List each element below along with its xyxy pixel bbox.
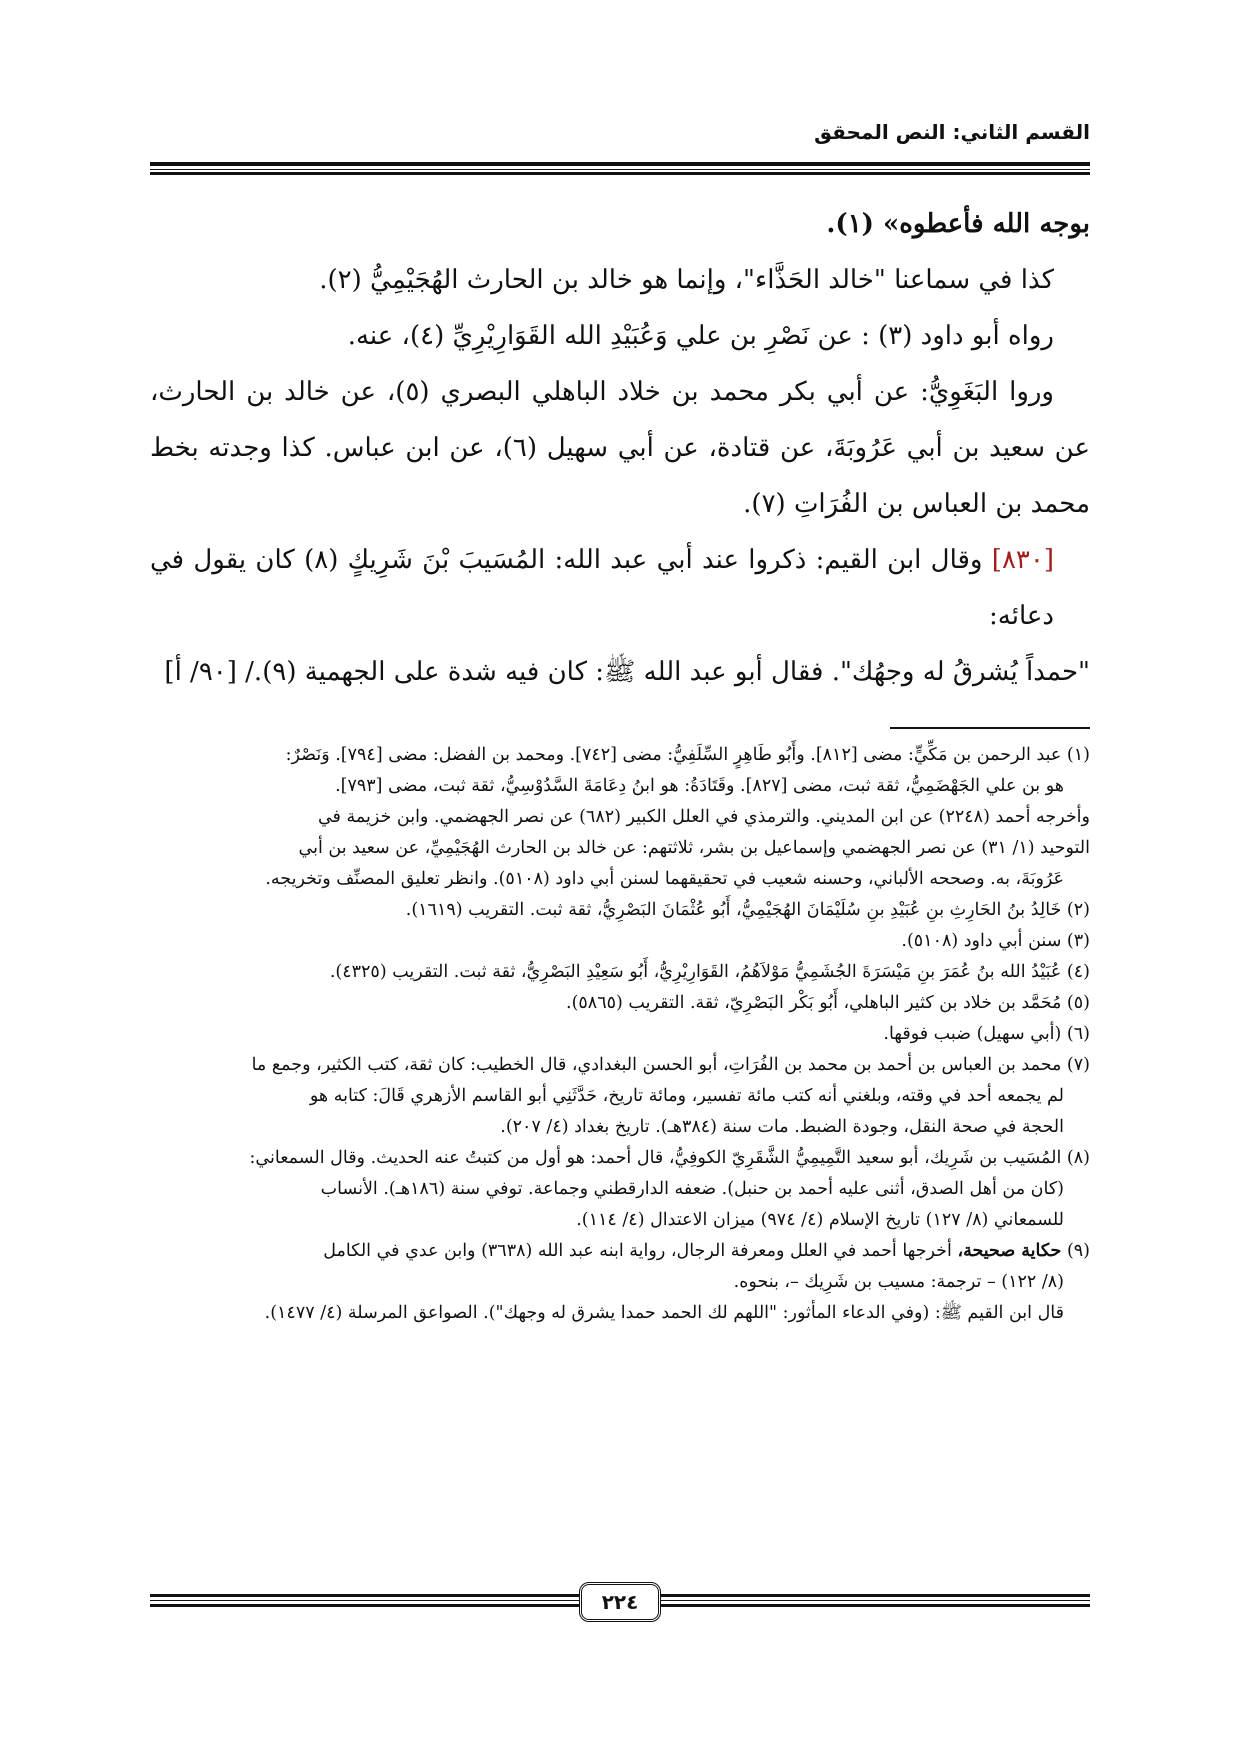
header-rule [150, 162, 1090, 176]
footnotes [150, 740, 1090, 1329]
footnote-5: (٥) مُحَمَّد بن خلاد بن كثير الباهلي، أَبُو بَكْر البَصْرِيّ، ثقة. التقريب (٥٨٦٥). [566, 993, 1090, 1013]
footnote-7-cont: لم يجمعه أحد في وقته، وبلغني أنه كتب مائة تفسير، ومائة تاريخ، حَدَّثَنِي أبو القاسم الأزهري قَالَ: كتابه هو [309, 1086, 1064, 1106]
footnote-4: (٤) عُبَيْدُ الله بنُ عُمَرَ بنِ مَيْسَرَةَ الجُشَمِيُّ مَوْلاَهُمُ، القَوَارِيْرِيُّ، أَبُو سَعِيْدِ البَصْرِيُّ، ثقة ثبت. التقريب (٤٣٢٥). [329, 962, 1090, 982]
section-title: القسم الثاني: النص المحقق [814, 120, 1090, 144]
footnote-1-cont: هو بن علي الجَهْضَمِيُّ، ثقة ثبت، مضى [٨٢٧]. وقَتَادَةُ: هو ابنُ دِعَامَةَ السَّدُوْسِيُّ، ثقة ثبت، مضى [٧٩٣]. [335, 776, 1064, 796]
footnote-9: (٩) حكاية صحيحة، أخرجها أحمد في العلل ومعرفة الرجال، رواية ابنه عبد الله (٣٦٣٨) وابن عدي في الكامل [323, 1241, 1090, 1261]
footnote-1-cont: التوحيد (١/ ٣١) عن نصر الجهضمي وإسماعيل بن بشر، ثلاثتهم: عن خالد بن الحارث الهُجَيْمِيِّ، عن سعيد بن أبي [298, 838, 1090, 858]
paragraph-1: بوجه الله فأعطوه» (١). [826, 209, 1090, 239]
paragraph-5-line-1 [150, 532, 1090, 644]
paragraph-4-line-3: محمد بن العباس بن الفُرَاتِ (٧). [743, 489, 1090, 519]
paragraph-3: رواه أبو داود (٣) : عن نَصْرِ بن علي وَعُبَيْدِ الله القَوَارِيْرِيِّ (٤)، عنه. [347, 321, 1054, 351]
footnote-8: (٨) المُسَيب بن شَرِيك، أبو سعيد التَّمِيمِيُّ الشَّقَرِيّ الكوفِيُّ، قال أحمد: هو أول من كتبتُ عنه الحديث. وقال السمعاني: [249, 1148, 1090, 1168]
footnote-9-bold: حكاية صحيحة، [957, 1241, 1062, 1261]
paragraph-2: كذا في سماعنا "خالد الحَذَّاء"، وإنما هو خالد بن الحارث الهُجَيْمِيُّ (٢). [319, 265, 1054, 295]
footnote-1: (١) عبد الرحمن بن مَكِّيٍّ: مضى [٨١٢]. وأَبُو طَاهِرٍ السِّلَفِيُّ: مضى [٧٤٢]. ومحمد بن الفضل: مضى [٧٩٤]. وَنَصْرٌ: [285, 745, 1090, 765]
footnote-9-cont: قال ابن القيم ﷺ: (وفي الدعاء المأثور: "اللهم لك الحمد حمدا يشرق له وجهك"). الصواعق المرسلة (٤/ ١٤٧٧). [264, 1303, 1064, 1323]
footnote-6: (٦) (أبي سهيل) ضبب فوقها. [883, 1024, 1090, 1044]
footnote-1-cont: عَرُوبَةَ، به. وصححه الألباني، وحسنه شعيب في تحقيقهما لسنن أبي داود (٥١٠٨). وانظر تعليق المصنِّف وتخريجه. [265, 869, 1064, 889]
footnote-8-cont: (كان من أهل الصدق، أثنى عليه أحمد بن حنبل). ضعفه الدارقطني وجماعة. توفي سنة (١٨٦هـ). الأنساب [320, 1179, 1064, 1199]
footnote-2: (٢) خَالِدُ بنُ الحَارِثِ بنِ عُبَيْدِ بنِ سُلَيْمَانَ الهُجَيْمِيُّ، أَبُو عُثْمَانَ البَصْرِيُّ، ثقة ثبت. التقريب (١٦١٩). [405, 900, 1090, 920]
paragraph-4-line-1: وروا البَغَوِيُّ: عن أبي بكر محمد بن خلاد الباهلي البصري (٥)، عن خالد بن الحارث، [150, 377, 1054, 407]
footnote-7-cont: الحجة في صحة النقل، وجودة الضبط. مات سنة (٣٨٤هـ). تاريخ بغداد (٤/ ٢٠٧). [500, 1117, 1064, 1137]
page-number: ٢٢٤ [579, 1582, 661, 1622]
paragraph-5-line-2: "حمداً يُشرقُ له وجهُك". فقال أبو عبد الله ﷺ: كان فيه شدة على الجهمية (٩)./ [٩٠/ أ] [164, 657, 1090, 687]
footnote-separator [890, 727, 1090, 729]
paragraph-5-text: وقال ابن القيم: ذكروا عند أبي عبد الله: المُسَيبَ بْنَ شَرِيكٍ (٨) كان يقول في دعائه: [150, 545, 1054, 631]
page-header [150, 120, 1090, 144]
main-text [150, 196, 1090, 700]
footnote-7: (٧) محمد بن العباس بن أحمد بن محمد بن الفُرَاتِ، أبو الحسن البغدادي، قال الخطيب: كان ثقة، كتب الكثير، وجمع ما [251, 1055, 1090, 1075]
footnote-9-cont: (٨/ ١٢٢) – ترجمة: مسيب بن شَرِيك –، بنحوه. [733, 1272, 1064, 1292]
footnote-3: (٣) سنن أبي داود (٥١٠٨). [901, 931, 1090, 951]
page-footer [150, 1580, 1090, 1620]
footnote-1-cont: وأخرجه أحمد (٢٢٤٨) عن ابن المديني. والترمذي في العلل الكبير (٦٨٢) عن نصر الجهضمي. وابن خزيمة في [317, 807, 1090, 827]
paragraph-4-line-2: عن سعيد بن أبي عَرُوبَةَ، عن قتادة، عن أبي سهيل (٦)، عن ابن عباس. كذا وجدته بخط [150, 433, 1090, 463]
footnote-8-cont: للسمعاني (٨/ ١٢٧) تاريخ الإسلام (٤/ ٩٧٤) ميزان الاعتدال (٤/ ١١٤). [576, 1210, 1064, 1230]
entry-number: [٨٣٠] [991, 545, 1054, 575]
